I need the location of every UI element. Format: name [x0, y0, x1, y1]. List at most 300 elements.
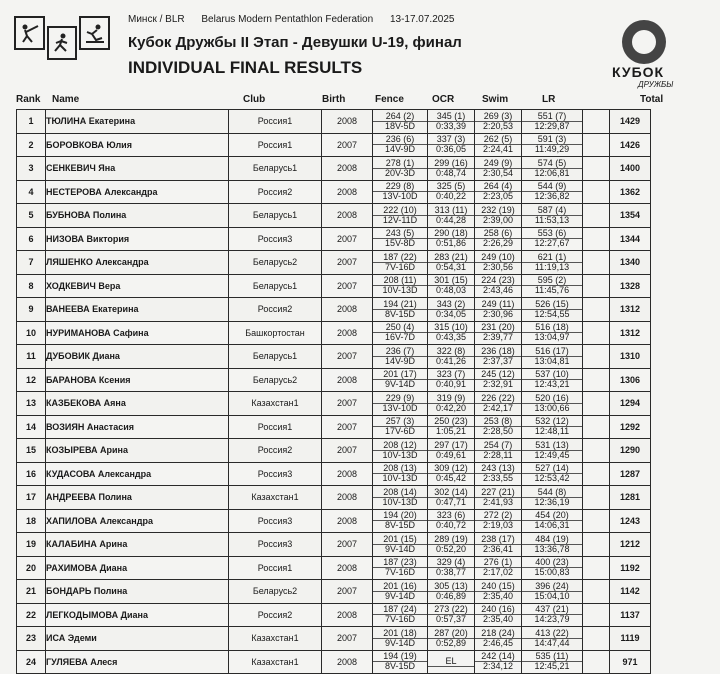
ocr-cell: [428, 509, 475, 533]
rank-cell: 23: [17, 627, 46, 651]
lr-cell-points: 520 (16): [535, 392, 569, 403]
ocr-cell-detail: 0:36,05: [428, 144, 474, 154]
ocr-cell-points: 319 (9): [436, 392, 466, 403]
ocr-cell-detail: 0:48,74: [428, 168, 474, 178]
lr-cell: [522, 486, 583, 510]
total-score: 1137: [610, 603, 651, 627]
birth-year: 2008: [322, 204, 373, 228]
table-row: [17, 274, 651, 298]
fence-cell: [373, 298, 428, 322]
ocr-cell-detail: 0:41,26: [428, 356, 474, 366]
total-score: 1290: [610, 439, 651, 463]
ocr-cell-detail: 0:40,72: [428, 520, 474, 530]
lr-cell-points: 537 (10): [535, 369, 569, 380]
fence-cell-detail: 8V-15D: [373, 661, 427, 671]
swim-cell: [475, 321, 522, 345]
ocr-cell-points: 337 (3): [436, 134, 466, 145]
col-fence: Fence: [375, 94, 404, 105]
fence-cell-points: 236 (6): [385, 134, 415, 145]
birth-year: 2008: [322, 321, 373, 345]
fence-cell-detail: 10V-13D: [373, 497, 427, 507]
fence-cell-detail: 13V-10D: [373, 191, 427, 201]
lr-cell-detail: 11:45,76: [522, 285, 582, 295]
fence-cell-points: 201 (16): [383, 580, 417, 591]
swim-cell: [475, 110, 522, 134]
athlete-name: СЕНКЕВИЧ Яна: [46, 157, 229, 181]
spacer: [583, 110, 610, 134]
col-total: Total: [640, 94, 664, 105]
athlete-name: КАЗБЕКОВА Аяна: [46, 392, 229, 416]
table-row: [17, 110, 651, 134]
fence-cell-points: 201 (18): [383, 627, 417, 638]
fence-cell-points: 208 (11): [383, 275, 417, 286]
swim-cell-detail: 2:17,02: [475, 567, 521, 577]
ocr-cell-points: 313 (11): [434, 204, 468, 215]
spacer: [583, 133, 610, 157]
event-title: Кубок Дружбы II Этап - Девушки U-19, финал: [128, 34, 462, 51]
fence-cell-points: 236 (7): [385, 345, 415, 356]
athlete-name: ЛЕГКОДЫМОВА Диана: [46, 603, 229, 627]
total-score: 1340: [610, 251, 651, 275]
ocr-cell: [428, 368, 475, 392]
swim-cell-points: 226 (22): [481, 392, 515, 403]
rank-cell: 1: [17, 110, 46, 134]
fence-cell-points: 278 (1): [385, 157, 415, 168]
lr-cell-detail: 12:27,67: [522, 238, 582, 248]
lr-cell-detail: 12:06,81: [522, 168, 582, 178]
lr-cell-points: 413 (22): [535, 627, 569, 638]
ocr-cell: [428, 392, 475, 416]
swim-cell-detail: 2:34,12: [475, 661, 521, 671]
lr-cell: [522, 439, 583, 463]
fence-cell-detail: 10V-13D: [373, 285, 427, 295]
lr-cell-detail: 12:36,82: [522, 191, 582, 201]
club-cell: Россия2: [229, 439, 322, 463]
ocr-cell-detail: 0:51,86: [428, 238, 474, 248]
rank-cell: 12: [17, 368, 46, 392]
spacer: [583, 298, 610, 322]
club-cell: Россия3: [229, 227, 322, 251]
athlete-name: НУРИМАНОВА Сафина: [46, 321, 229, 345]
lr-cell-points: 516 (17): [535, 345, 569, 356]
swim-cell-detail: 2:33,55: [475, 473, 521, 483]
swim-cell-detail: 2:43,46: [475, 285, 521, 295]
lr-cell-detail: 14:06,31: [522, 520, 582, 530]
ocr-cell-detail: 0:33,39: [428, 121, 474, 131]
spacer: [583, 180, 610, 204]
rank-cell: 22: [17, 603, 46, 627]
ocr-cell: [428, 580, 475, 604]
swim-cell-detail: 2:28,50: [475, 426, 521, 436]
swim-cell-points: 253 (8): [483, 416, 513, 427]
running-pictogram-icon: [47, 26, 78, 60]
ocr-cell-points: 289 (19): [434, 533, 468, 544]
fence-cell-detail: 17V-6D: [373, 426, 427, 436]
fence-cell-points: 208 (14): [383, 486, 417, 497]
lr-cell: [522, 204, 583, 228]
table-row: [17, 439, 651, 463]
fence-cell-detail: 15V-8D: [373, 238, 427, 248]
lr-cell-detail: 11:53,13: [522, 215, 582, 225]
swim-cell-points: 276 (1): [483, 557, 513, 568]
fence-cell-detail: 16V-7D: [373, 332, 427, 342]
table-row: [17, 392, 651, 416]
col-name: Name: [52, 94, 80, 105]
athlete-name: БАРАНОВА Ксения: [46, 368, 229, 392]
rank-cell: 3: [17, 157, 46, 181]
total-score: 1312: [610, 321, 651, 345]
lr-cell: [522, 345, 583, 369]
lr-cell-points: 531 (13): [535, 439, 569, 450]
fence-cell-points: 243 (5): [385, 228, 415, 239]
fence-cell: [373, 133, 428, 157]
club-cell: Россия1: [229, 110, 322, 134]
fence-cell-detail: 9V-14D: [373, 544, 427, 554]
swim-cell: [475, 533, 522, 557]
club-cell: Казахстан1: [229, 627, 322, 651]
fence-cell: [373, 509, 428, 533]
swim-cell: [475, 486, 522, 510]
fence-cell: [373, 580, 428, 604]
club-cell: Россия1: [229, 133, 322, 157]
rank-cell: 11: [17, 345, 46, 369]
total-score: 1292: [610, 415, 651, 439]
fence-cell-detail: 12V-11D: [373, 215, 427, 225]
athlete-name: АНДРЕЕВА Полина: [46, 486, 229, 510]
swim-cell: [475, 580, 522, 604]
fence-cell-detail: 7V-16D: [373, 567, 427, 577]
lr-cell-points: 544 (8): [537, 486, 567, 497]
swim-cell-points: 245 (12): [481, 369, 515, 380]
birth-year: 2007: [322, 392, 373, 416]
fence-cell-detail: 9V-14D: [373, 591, 427, 601]
fence-cell: [373, 392, 428, 416]
lr-cell-detail: 13:00,66: [522, 403, 582, 413]
table-row: [17, 368, 651, 392]
ocr-cell-points: 250 (23): [434, 416, 468, 427]
ocr-cell-detail: 0:34,05: [428, 309, 474, 319]
ocr-cell-points: 301 (15): [434, 275, 468, 286]
lr-cell-detail: 13:36,78: [522, 544, 582, 554]
total-score: 971: [610, 650, 651, 674]
ocr-cell-points: 309 (12): [434, 463, 468, 474]
fence-cell: [373, 603, 428, 627]
rank-cell: 4: [17, 180, 46, 204]
col-swim: Swim: [482, 94, 509, 105]
total-score: 1426: [610, 133, 651, 157]
ocr-cell: [428, 627, 475, 651]
swim-cell: [475, 251, 522, 275]
ocr-cell-points: 322 (8): [436, 345, 466, 356]
swim-cell: [475, 345, 522, 369]
fence-cell-detail: 9V-14D: [373, 379, 427, 389]
ocr-cell-detail: 0:45,42: [428, 473, 474, 483]
spacer: [583, 627, 610, 651]
swim-cell: [475, 509, 522, 533]
swim-cell-points: 254 (7): [483, 439, 513, 450]
birth-year: 2008: [322, 556, 373, 580]
lr-cell-points: 516 (18): [535, 322, 569, 333]
table-row: [17, 133, 651, 157]
ocr-cell: [428, 298, 475, 322]
rank-cell: 24: [17, 650, 46, 674]
lr-cell: [522, 603, 583, 627]
fence-cell: [373, 486, 428, 510]
ocr-cell: [428, 204, 475, 228]
spacer: [583, 533, 610, 557]
table-header: [0, 92, 720, 108]
club-cell: Россия2: [229, 180, 322, 204]
total-score: 1354: [610, 204, 651, 228]
ocr-cell-detail: 0:47,71: [428, 497, 474, 507]
spacer: [583, 368, 610, 392]
ocr-cell: [428, 533, 475, 557]
swim-cell: [475, 439, 522, 463]
swim-cell-detail: 2:23,05: [475, 191, 521, 201]
ocr-cell-detail: 0:40,22: [428, 191, 474, 201]
ocr-cell: [428, 110, 475, 134]
total-score: 1429: [610, 110, 651, 134]
birth-year: 2007: [322, 533, 373, 557]
fence-cell-points: 208 (12): [383, 439, 417, 450]
lr-cell-points: 587 (4): [537, 204, 567, 215]
athlete-name: ИСА Эдеми: [46, 627, 229, 651]
swim-cell-detail: 2:28,11: [475, 450, 521, 460]
swim-cell-detail: 2:24,41: [475, 144, 521, 154]
ocr-cell-detail: 0:49,61: [428, 450, 474, 460]
table-row: [17, 462, 651, 486]
ocr-cell: [428, 274, 475, 298]
swim-cell: [475, 650, 522, 674]
swim-cell-points: 242 (14): [481, 651, 515, 662]
fence-cell-detail: 18V-5D: [373, 121, 427, 131]
ocr-cell-points: 305 (13): [434, 580, 468, 591]
birth-year: 2008: [322, 603, 373, 627]
swim-cell: [475, 603, 522, 627]
fence-cell-points: 194 (20): [383, 510, 417, 521]
total-score: 1312: [610, 298, 651, 322]
birth-year: 2007: [322, 227, 373, 251]
fence-cell-points: 257 (3): [385, 416, 415, 427]
birth-year: 2007: [322, 439, 373, 463]
ocr-cell-detail: 0:42,20: [428, 403, 474, 413]
athlete-name: КАЛАБИНА Арина: [46, 533, 229, 557]
table-row: [17, 556, 651, 580]
swim-cell-points: 227 (21): [481, 486, 515, 497]
total-score: 1344: [610, 227, 651, 251]
fence-cell: [373, 627, 428, 651]
birth-year: 2007: [322, 580, 373, 604]
total-score: 1119: [610, 627, 651, 651]
total-score: 1192: [610, 556, 651, 580]
club-cell: Казахстан1: [229, 650, 322, 674]
spacer: [583, 227, 610, 251]
ocr-cell-detail: 0:43,35: [428, 332, 474, 342]
birth-year: 2007: [322, 627, 373, 651]
ocr-cell: [428, 133, 475, 157]
club-cell: Беларусь2: [229, 368, 322, 392]
rank-cell: 7: [17, 251, 46, 275]
fence-cell: [373, 415, 428, 439]
total-score: 1362: [610, 180, 651, 204]
lr-cell-detail: 12:53,42: [522, 473, 582, 483]
fence-cell-detail: 7V-16D: [373, 262, 427, 272]
swim-cell: [475, 227, 522, 251]
ocr-cell-detail: 0:40,91: [428, 379, 474, 389]
swim-cell-points: 224 (23): [481, 275, 515, 286]
spacer: [583, 650, 610, 674]
spacer: [583, 251, 610, 275]
ocr-cell-points: 325 (5): [436, 181, 466, 192]
lr-cell: [522, 110, 583, 134]
swim-cell: [475, 462, 522, 486]
lr-cell: [522, 509, 583, 533]
col-ocr: OCR: [432, 94, 455, 105]
athlete-name: БОНДАРЬ Полина: [46, 580, 229, 604]
spacer: [583, 556, 610, 580]
rank-cell: 8: [17, 274, 46, 298]
swim-cell: [475, 133, 522, 157]
lr-cell-detail: 12:48,11: [522, 426, 582, 436]
lr-cell-points: 544 (9): [537, 181, 567, 192]
athlete-name: ВОЗИЯН Анастасия: [46, 415, 229, 439]
col-club: Club: [243, 94, 266, 105]
ocr-cell-detail: 0:48,03: [428, 285, 474, 295]
lr-cell-detail: 15:00,83: [522, 567, 582, 577]
total-score: 1294: [610, 392, 651, 416]
table-row: [17, 157, 651, 181]
fence-cell: [373, 157, 428, 181]
athlete-name: РАХИМОВА Диана: [46, 556, 229, 580]
swim-cell-points: 249 (9): [483, 157, 513, 168]
table-row: [17, 415, 651, 439]
pentathlon-logo: [14, 16, 112, 64]
cup-logo: [608, 20, 688, 89]
spacer: [583, 462, 610, 486]
lr-cell-detail: 12:49,45: [522, 450, 582, 460]
spacer: [583, 439, 610, 463]
spacer: [583, 580, 610, 604]
ocr-cell: [428, 486, 475, 510]
spacer: [583, 392, 610, 416]
athlete-name: КОЗЫРЕВА Арина: [46, 439, 229, 463]
results-table: [16, 109, 651, 674]
rank-cell: 6: [17, 227, 46, 251]
birth-year: 2008: [322, 157, 373, 181]
fence-cell: [373, 251, 428, 275]
swim-cell-points: 232 (19): [481, 204, 515, 215]
swim-cell: [475, 157, 522, 181]
athlete-name: НИЗОВА Виктория: [46, 227, 229, 251]
lr-cell-points: 526 (15): [535, 298, 569, 309]
swim-cell-detail: 2:30,56: [475, 262, 521, 272]
fence-cell: [373, 204, 428, 228]
lr-cell-points: 535 (11): [535, 651, 569, 662]
swim-cell-detail: 2:20,53: [475, 121, 521, 131]
table-row: [17, 486, 651, 510]
fence-cell-detail: 13V-10D: [373, 403, 427, 413]
fence-cell-detail: 9V-14D: [373, 638, 427, 648]
lr-cell: [522, 133, 583, 157]
lr-cell: [522, 533, 583, 557]
ocr-cell-points: 345 (1): [436, 110, 466, 121]
cup-logo-word: КУБОК: [612, 64, 665, 80]
swim-cell-detail: 2:37,37: [475, 356, 521, 366]
ocr-cell-points: 283 (21): [434, 251, 468, 262]
lr-cell-points: 437 (21): [535, 604, 569, 615]
lr-cell: [522, 415, 583, 439]
birth-year: 2008: [322, 650, 373, 674]
total-score: 1328: [610, 274, 651, 298]
spacer: [583, 345, 610, 369]
swim-cell: [475, 180, 522, 204]
table-row: [17, 251, 651, 275]
swim-cell: [475, 204, 522, 228]
ocr-cell-points: 329 (4): [436, 557, 466, 568]
fence-cell-points: 229 (9): [385, 392, 415, 403]
table-row: [17, 533, 651, 557]
lr-cell: [522, 227, 583, 251]
table-row: [17, 650, 651, 674]
lr-cell-detail: 12:29,87: [522, 121, 582, 131]
lr-cell: [522, 180, 583, 204]
fence-cell: [373, 180, 428, 204]
club-cell: Россия3: [229, 533, 322, 557]
ocr-cell-points: 273 (22): [434, 604, 468, 615]
ocr-cell-detail: 0:57,37: [428, 614, 474, 624]
swim-cell-detail: 2:42,17: [475, 403, 521, 413]
table-row: [17, 345, 651, 369]
birth-year: 2008: [322, 486, 373, 510]
club-cell: Беларусь1: [229, 274, 322, 298]
swim-cell-points: 238 (17): [481, 533, 515, 544]
total-score: 1306: [610, 368, 651, 392]
table-row: [17, 580, 651, 604]
swim-cell-detail: 2:36,41: [475, 544, 521, 554]
club-cell: Беларусь2: [229, 251, 322, 275]
lr-cell-points: 532 (12): [535, 416, 569, 427]
lr-cell-points: 527 (14): [535, 463, 569, 474]
lr-cell-points: 621 (1): [537, 251, 567, 262]
club-cell: Россия2: [229, 603, 322, 627]
lr-cell-detail: 15:04,10: [522, 591, 582, 601]
fence-cell-points: 201 (17): [383, 369, 417, 380]
swim-cell-detail: 2:26,29: [475, 238, 521, 248]
lr-cell-detail: 14:47,44: [522, 638, 582, 648]
fence-cell: [373, 368, 428, 392]
rank-cell: 18: [17, 509, 46, 533]
swim-cell-points: 262 (5): [483, 134, 513, 145]
swim-cell-detail: 2:35,40: [475, 591, 521, 601]
fence-cell-points: 187 (24): [383, 604, 417, 615]
ocr-cell-detail: 0:44,28: [428, 215, 474, 225]
lr-cell: [522, 462, 583, 486]
ocr-cell-points: 302 (14): [434, 486, 468, 497]
obstacle-pictogram-icon: [79, 16, 110, 50]
swim-cell: [475, 392, 522, 416]
ocr-cell-points: 297 (17): [434, 439, 468, 450]
location: Минск / BLR: [128, 14, 185, 25]
ocr-cell-points: 343 (2): [436, 298, 466, 309]
fence-cell: [373, 110, 428, 134]
rank-cell: 13: [17, 392, 46, 416]
lr-cell-detail: 12:43,21: [522, 379, 582, 389]
rank-cell: 14: [17, 415, 46, 439]
club-cell: Казахстан1: [229, 392, 322, 416]
table-row: [17, 627, 651, 651]
club-cell: Россия1: [229, 556, 322, 580]
fence-cell: [373, 274, 428, 298]
